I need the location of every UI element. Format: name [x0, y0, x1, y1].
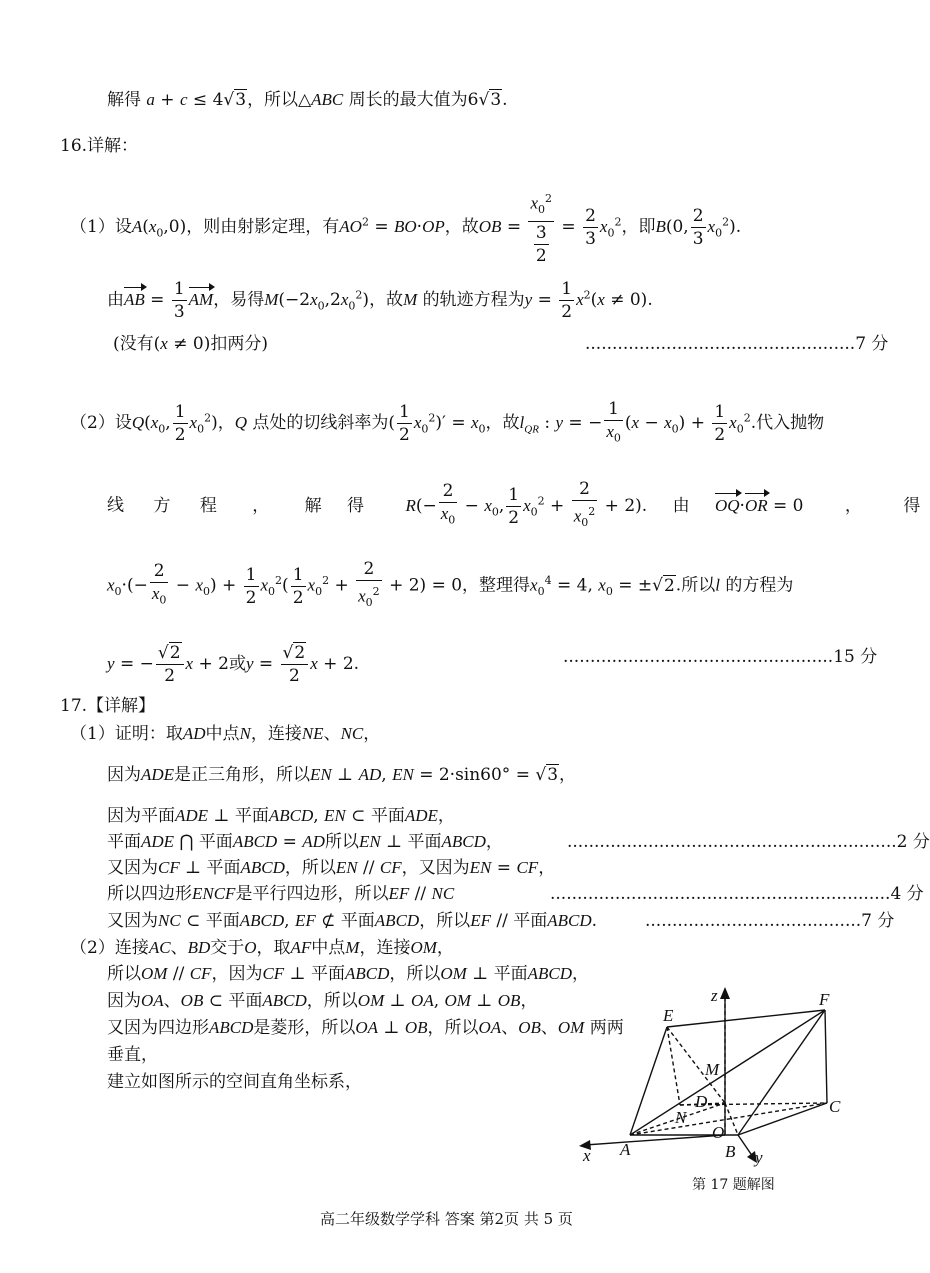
q17-score-7: ........................................7 分 — [645, 911, 895, 931]
q17-line12: 垂直， — [107, 1045, 158, 1065]
q16-part2-line1: （2）设$Q(x_0$, $\frac{1}{2}$ $x_0^2$)，Q 点处的切线斜率为( $\frac{1}{2}$ $x_0^2)' = x_0$，故$l_{QR}$ : y = − $\frac{1}{x_0}$ $(x - x_0)$ + $\frac{1}{2}$ $x_0^2$.代入抛物 — [70, 399, 825, 446]
label-A: A — [620, 1140, 631, 1159]
label-D: D — [695, 1092, 708, 1111]
q17-score-2: .............................................................2 分 — [567, 832, 930, 852]
q17-line9: 所以OM // CF，因为CF ⊥ 平面ABCD，所以OM ⊥ 平面ABCD， — [107, 964, 590, 984]
q17-line13: 建立如图所示的空间直角坐标系， — [107, 1072, 362, 1092]
q17-line7: 又因为NC ⊂ 平面ABCD, EF ⊄ 平面ABCD，所以EF // 平面ABCD. — [107, 911, 598, 931]
label-O: O — [712, 1123, 725, 1142]
q17-line6: 所以四边形ENCF是平行四边形，所以EF // NC — [107, 884, 455, 904]
q17-score-4: ...............................................................4 分 — [550, 884, 924, 904]
label-B: B — [725, 1142, 736, 1161]
q16-score-7: ..................................................7 分 — [585, 334, 889, 354]
q17-line4: 平面ADE ⋂ 平面ABCD = AD所以EN ⊥ 平面ABCD， — [107, 832, 503, 852]
q16-title: 16.详解： — [60, 136, 139, 156]
q17-line8: （2）连接AC、BD交于O，取AF中点M，连接OM， — [70, 938, 454, 958]
q17-line1: （1）证明：取AD中点N，连接NE、NC， — [70, 724, 381, 744]
q16-part2-line2: 线 方 程 ， 解 得 R(− $\frac{2}{x_0}$ − $x_0$, $\frac{1}{2}$ $x_0^2$ + $\frac{2}{x_0^2}$ + 2). 由 OQ·OR = 0 ， 得 — [107, 479, 921, 530]
label-N: N — [675, 1108, 687, 1127]
label-y: y — [755, 1148, 763, 1167]
label-z: z — [711, 986, 718, 1005]
q16-part2-line3: $x_0\cdot(-$ $\frac{2}{x_0}$ − $x_0$) + $\frac{1}{2}$ $x_0^2$( $\frac{1}{2}$ $x_0^2$ + $\frac{2}{x_0^2}$ + 2) = 0，整理得$x_0^4 = 4$, $x_0 = \pm√2$.所以l 的方程为 — [107, 559, 794, 610]
q16-note: (没有(x ≠ 0)扣两分) — [113, 334, 268, 354]
q17-line5: 又因为CF ⊥ 平面ABCD，所以EN // CF，又因为EN = CF， — [107, 858, 556, 878]
q17-title: 17.【详解】 — [60, 696, 156, 716]
q17-line2: 因为ADE是正三角形，所以EN ⊥ AD, EN = 2·sin60° = √3， — [107, 765, 577, 785]
q17-line10: 因为OA、OB ⊂ 平面ABCD，所以OM ⊥ OA, OM ⊥ OB， — [107, 991, 538, 1011]
q17-line11: 又因为四边形ABCD是菱形，所以OA ⊥ OB，所以OA、OB、OM 两两 — [107, 1018, 624, 1038]
q16-part2-line4: y = − $\frac{√2}{2}$ x + 2或y = $\frac{√2}{2}$ x + 2. — [107, 643, 360, 686]
q17-line3: 因为平面ADE ⊥ 平面ABCD, EN ⊂ 平面ADE， — [107, 806, 455, 826]
page-footer: 高二年级数学学科 答案 第2页 共 5 页 — [320, 1210, 573, 1228]
q17-figure — [575, 985, 855, 1175]
top-line: 解得 a + c ≤ 4√3，所以△ABC 周长的最大值为6√3. — [107, 90, 508, 110]
label-C: C — [829, 1097, 841, 1116]
q16-score-15: ..................................................15 分 — [563, 647, 878, 667]
q16-part1-line2: 由AB = $\frac{1}{3}$ AM，易得$M(-2x_0,2x_0^2)$，故M 的轨迹方程为y = $\frac{1}{2}$ $x^2(x \ne 0)$. — [107, 279, 653, 322]
figure-caption: 第 17 题解图 — [692, 1177, 775, 1193]
label-x: x — [583, 1146, 591, 1165]
label-M: M — [705, 1060, 720, 1079]
label-F: F — [819, 990, 830, 1009]
q16-part1-line1: （1）设$A(x_0,0)$，则由射影定理，有$AO^2 = BO\cdot OP$，故OB = $\frac{x_0^2}{\frac{3}{2}}$ = $\frac{2}{3}$ $x_0^2$，即B(0, $\frac{2}{3}$ $x_0^2$). — [70, 188, 741, 267]
label-E: E — [663, 1006, 674, 1025]
